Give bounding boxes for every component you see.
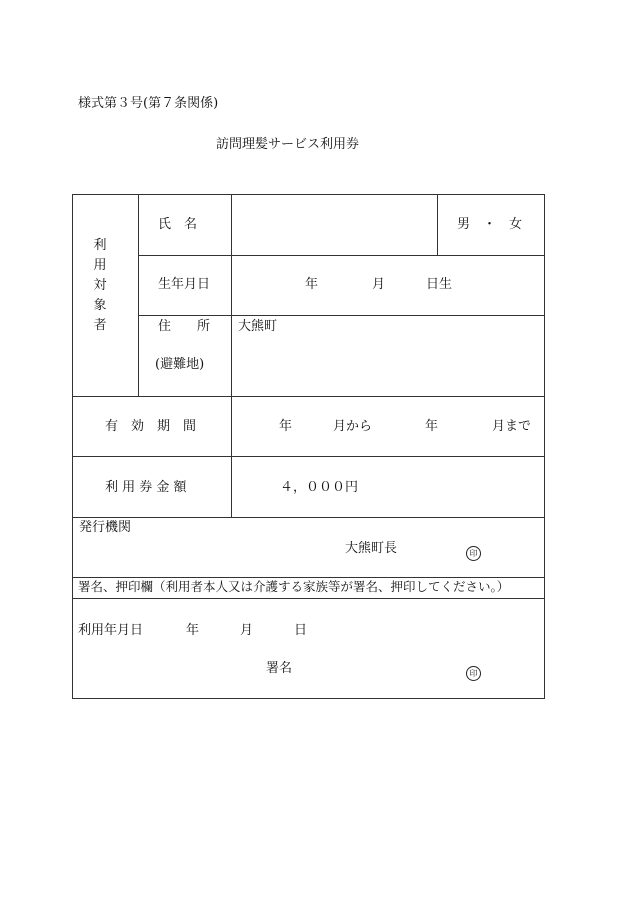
usage-date-month: 月 xyxy=(240,623,254,638)
validity-year-from: 年 xyxy=(279,419,293,434)
usage-date-day: 日 xyxy=(294,623,308,638)
usage-date-label: 利用年月日 xyxy=(78,623,144,638)
seal-mark: 印 xyxy=(466,546,481,561)
row-divider xyxy=(72,517,545,518)
address-value[interactable]: 大熊町 xyxy=(238,319,278,334)
row-divider xyxy=(138,255,545,256)
issuer-name: 大熊町長 xyxy=(345,541,398,556)
vertical-char: 利 xyxy=(93,238,107,253)
seal-mark: 印 xyxy=(466,666,481,681)
column-divider xyxy=(138,194,139,396)
page-title: 訪問理髪サービス利用券 xyxy=(216,137,360,152)
amount-label: 利 用 券 金 額 xyxy=(105,480,187,495)
birthdate-day: 日生 xyxy=(426,277,453,292)
birthdate-month: 月 xyxy=(372,277,386,292)
address-label: 住 所 xyxy=(158,319,211,334)
signature-field[interactable] xyxy=(300,650,450,680)
vertical-char: 用 xyxy=(93,258,107,273)
form-number: 様式第３号(第７条関係) xyxy=(78,96,219,111)
amount-value: ４，０００円 xyxy=(280,480,359,495)
validity-label: 有 効 期 間 xyxy=(105,419,197,434)
issuer-label: 発行機関 xyxy=(79,520,132,535)
row-divider xyxy=(72,396,545,397)
validity-year-until: 年 xyxy=(425,419,439,434)
name-field[interactable] xyxy=(232,195,436,254)
subject-vertical-label xyxy=(90,236,110,336)
vertical-char: 象 xyxy=(93,298,107,313)
birthdate-year: 年 xyxy=(305,277,319,292)
row-divider xyxy=(138,315,545,316)
row-divider xyxy=(72,577,545,578)
seal-icon xyxy=(466,541,481,561)
column-divider xyxy=(437,194,438,255)
row-divider xyxy=(72,598,545,599)
gender-options[interactable]: 男 ・ 女 xyxy=(457,217,523,232)
signature-heading: 署名、押印欄（利用者本人又は介護する家族等が署名、押印してください。） xyxy=(78,579,510,594)
seal-icon xyxy=(466,661,481,681)
vertical-char: 対 xyxy=(93,278,107,293)
usage-date-year: 年 xyxy=(186,623,200,638)
name-label: 氏 名 xyxy=(158,217,198,232)
signature-label: 署名 xyxy=(266,661,293,676)
validity-until: 月まで xyxy=(492,419,532,434)
row-divider xyxy=(72,456,545,457)
validity-from: 月から xyxy=(333,419,373,434)
vertical-char: 者 xyxy=(93,318,107,333)
address-sub-label: (避難地) xyxy=(155,357,205,372)
birthdate-label: 生年月日 xyxy=(158,277,211,292)
